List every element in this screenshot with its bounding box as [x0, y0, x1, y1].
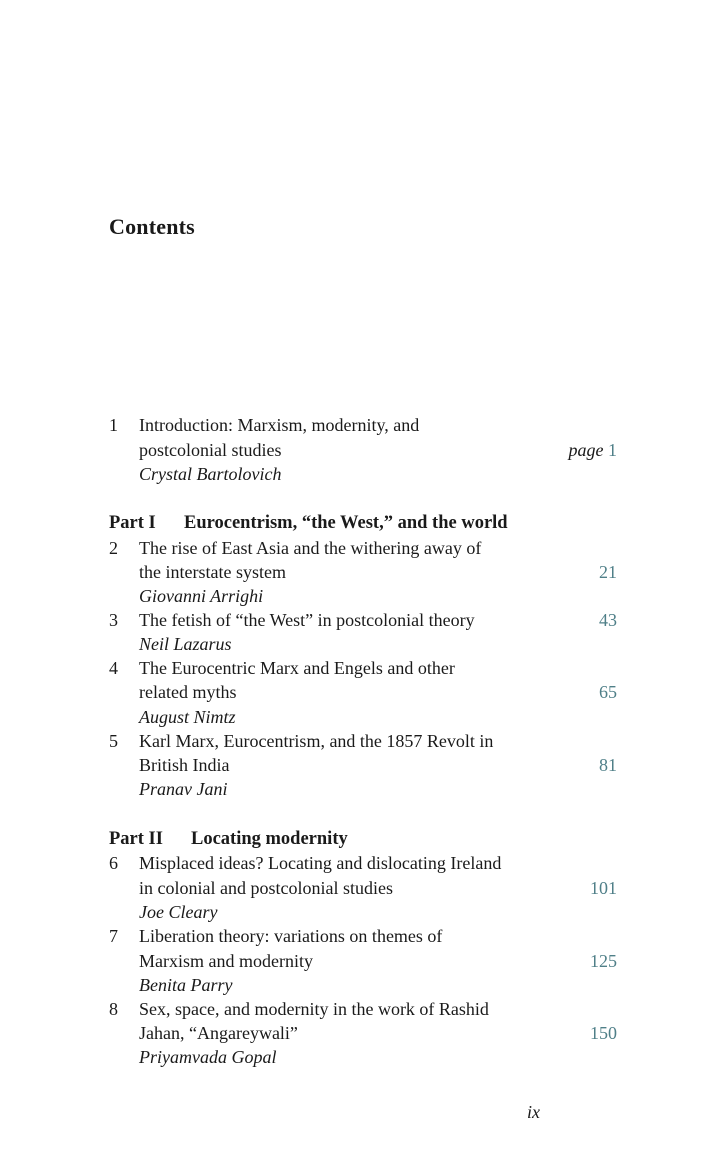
page-number: 81 [599, 755, 617, 775]
chapter-title-line-1: The Eurocentric Marx and Engels and other [139, 658, 455, 678]
page-reference [569, 438, 618, 462]
chapter-title-line-2: postcolonial studies [139, 440, 282, 460]
chapter-author: Neil Lazarus [139, 634, 232, 654]
chapter-title-line-2: in colonial and postcolonial studies [139, 878, 393, 898]
chapter-title-line-2: Marxism and modernity [139, 951, 313, 971]
part-title: Eurocentrism, “the West,” and the world [184, 513, 508, 533]
chapter-number: 3 [109, 610, 118, 630]
chapter-number: 2 [109, 538, 118, 558]
chapter-number: 7 [109, 926, 118, 946]
chapter-number: 4 [109, 658, 118, 678]
chapter-author: Priyamvada Gopal [139, 1047, 277, 1067]
chapter-author: Pranav Jani [139, 779, 228, 799]
chapter-author: August Nimtz [139, 707, 236, 727]
page-number: 21 [599, 562, 617, 582]
chapter-author: Giovanni Arrighi [139, 586, 264, 606]
part-label: Part II [109, 829, 163, 849]
chapter-author: Crystal Bartolovich [139, 464, 282, 484]
chapter-title-line-1: The fetish of “the West” in postcolonial theory [139, 610, 475, 630]
chapter-number: 1 [109, 415, 118, 435]
chapter-number: 6 [109, 853, 118, 873]
chapter-number: 5 [109, 731, 118, 751]
page-number: 101 [590, 878, 617, 898]
chapter-title-line-2: British India [139, 755, 230, 775]
chapter-title-line-1: Sex, space, and modernity in the work of Rashid [139, 999, 489, 1019]
page-number: 150 [590, 1023, 617, 1043]
chapter-title-line-1: Liberation theory: variations on themes of [139, 926, 443, 946]
chapter-author: Benita Parry [139, 975, 233, 995]
chapter-title-line-1: Introduction: Marxism, modernity, and [139, 415, 420, 435]
page-number: 1 [608, 440, 617, 460]
chapter-title-line-2: the interstate system [139, 562, 286, 582]
page-number: 65 [599, 682, 617, 702]
part-title: Locating modernity [191, 829, 348, 849]
page-number: 125 [590, 951, 617, 971]
page-label: page [568, 440, 604, 460]
part-label: Part I [109, 513, 156, 533]
chapter-author: Joe Cleary [139, 902, 218, 922]
chapter-title-line-1: Misplaced ideas? Locating and dislocating Ireland [139, 853, 502, 873]
page-folio: ix [527, 1102, 540, 1122]
chapter-number: 8 [109, 999, 118, 1019]
chapter-title-line-1: The rise of East Asia and the withering away of [139, 538, 482, 558]
chapter-title-line-2: Jahan, “Angareywali” [139, 1023, 298, 1043]
chapter-title-line-2: related myths [139, 682, 237, 702]
page-number: 43 [599, 610, 617, 630]
page-title: Contents [109, 214, 195, 239]
chapter-title-line-1: Karl Marx, Eurocentrism, and the 1857 Revolt in [139, 731, 494, 751]
